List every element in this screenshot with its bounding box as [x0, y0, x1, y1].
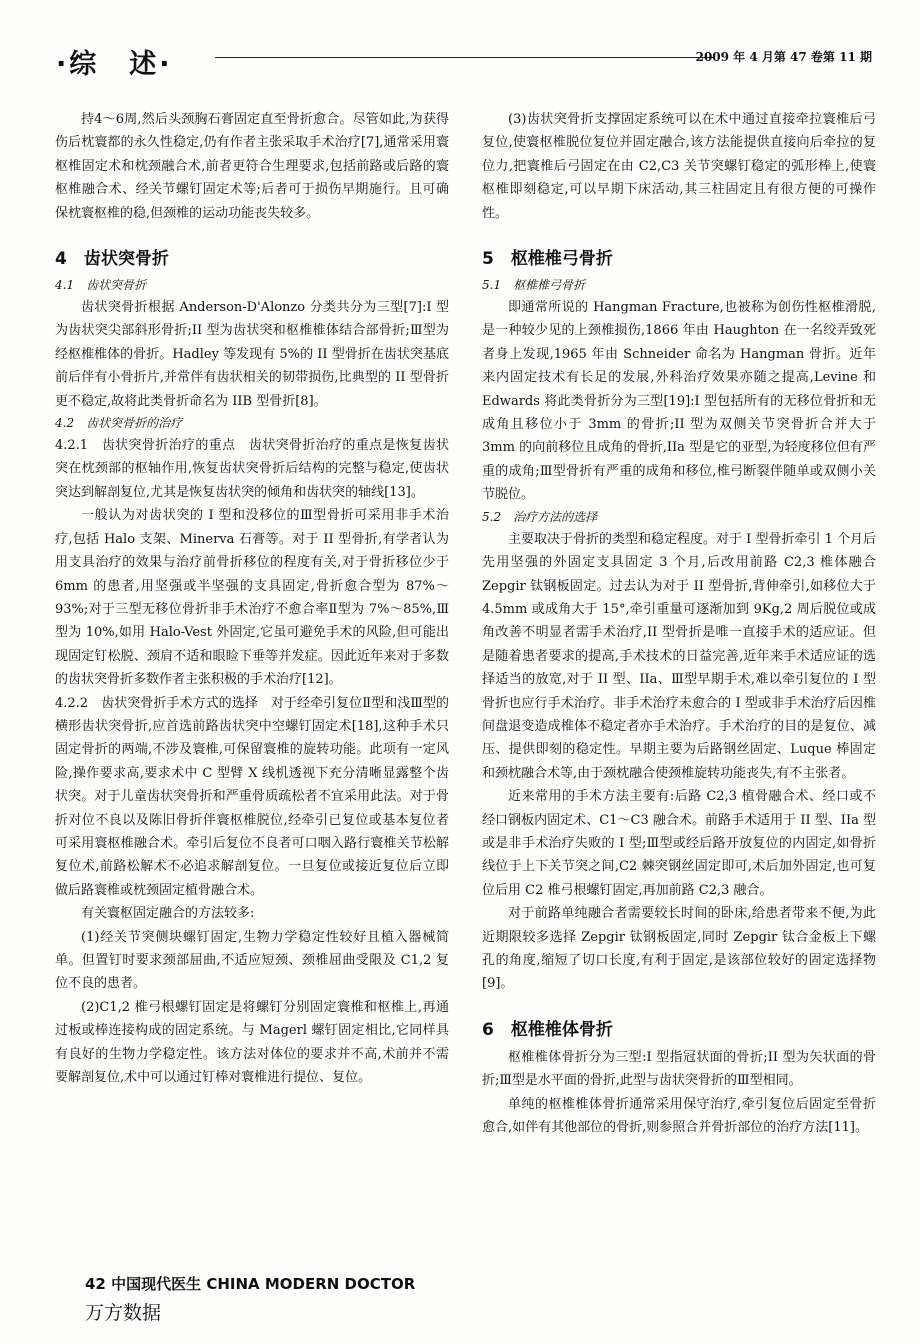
subsection-heading: 4.2 齿状突骨折的治疗 [55, 416, 183, 431]
left-column [55, 108, 449, 1089]
right-column [482, 108, 876, 1139]
section-heading: 5 枢椎椎弓骨折 [482, 249, 613, 270]
section-tag: ·综 述· [56, 49, 173, 80]
section-heading: 4 齿状突骨折 [55, 249, 169, 270]
paragraph: 枢椎椎体骨折分为三型:I 型指冠状面的骨折;II 型为矢状面的骨折;Ⅲ型是水平面的骨折,此型与齿状突骨折的Ⅲ型相同。 [482, 1049, 876, 1089]
subsection-heading: 4.1 齿状突骨折 [55, 278, 147, 293]
paragraph: 一般认为对齿状突的 I 型和没移位的Ⅲ型骨折可采用非手术治疗,包括 Halo 支架、Minerva 石膏等。对于 II 型骨折,有学者认为用支具治疗的效果与治疗前骨折移位的程度有关,对于骨折移位少于 6mm 的患者,用坚强或半坚强的支具固定,骨折愈合型为 87%～93%;对于三型无移位骨折非手术治疗不愈合率Ⅱ型为 7%～85%,Ⅲ型为 10%,如用 Halo-Vest 外固定,它虽可避免手术的风险,但可能出现固定钉松脱、颈肩不适和眼睑下垂等并发症。因此近年来对于多数的齿状突骨折多数作者主张积极的手术治疗[12]。 [55, 508, 449, 688]
paragraph: (1)经关节突侧块螺钉固定,生物力学稳定性较好且植入器械简单。但置钉时要求颈部屈曲,不适应短颈、颈椎屈曲受限及 C1,2 复位不良的患者。 [55, 929, 449, 992]
issue-info: 2009 年 4 月第 47 卷第 11 期 [695, 50, 872, 64]
watermark: 万方数据 [85, 1302, 162, 1324]
paragraph: 有关寰枢固定融合的方法较多: [81, 906, 255, 922]
paragraph: (2)C1,2 椎弓根螺钉固定是将螺钉分别固定寰椎和枢椎上,再通过板或棒连接构成的固定系统。与 Magerl 螺钉固定相比,它同样具有良好的生物力学稳定性。该方法对体位的要求并不高,术前并不需要解剖复位,术中可以通过钉棒对寰椎进行提位、复位。 [55, 999, 449, 1086]
paragraph: 4.2.1 齿状突骨折治疗的重点 齿状突骨折治疗的重点是恢复齿状突在枕颈部的枢轴作用,恢复齿状突骨折后结构的完整与稳定,使齿状突达到解剖复位,尤其是恢复齿状突的倾角和齿状突的轴线[13]。 [55, 438, 449, 500]
subsection-heading: 5.2 治疗方法的选择 [482, 509, 598, 524]
paragraph: 单纯的枢椎椎体骨折通常采用保守治疗,牵引复位后固定至骨折愈合,如伴有其他部位的骨折,则参照合并骨折部位的治疗方法[11]。 [482, 1096, 876, 1136]
paragraph: 对于前路单纯融合者需要较长时间的卧床,给患者带来不便,为此近期限较多选择 Zepgir 钛钢板固定,同时 Zepgir 钛合金板上下螺孔的角度,缩短了切口长度,有利于固定,是该部位较好的固定选择物[9]。 [482, 906, 876, 992]
subsection-heading: 5.1 枢椎椎弓骨折 [482, 278, 586, 293]
journal-footer: 42 中国现代医生 CHINA MODERN DOCTOR [85, 1275, 416, 1293]
paragraph: 齿状突骨折根据 Anderson-D'Alonzo 分类共分为三型[7]:I 型为齿状突尖部斜形骨折;II 型为齿状突和枢椎椎体结合部骨折;Ⅲ型为经枢椎椎体的骨折。Hadley 等发现有 5%的 II 型骨折在齿状突基底前后伴有小骨折片,并常伴有齿状相关的韧带损伤,比典型的 II 型骨折更不稳定,故将此类骨折命名为 IIB 型骨折[8]。 [55, 300, 449, 409]
paragraph: 持4～6周,然后头颈胸石膏固定直至骨折愈合。尽管如此,为获得伤后枕寰都的永久性稳定,仍有作者主张采取手术治疗[7],通常采用寰枢椎固定术和枕颈融合术,前者更符合生理要求,包括前路或后路的寰枢椎融合术、经关节螺钉固定术等;后者可于损伤早期施行。且可确保枕寰枢椎的稳,但颈椎的运动功能丧失较多。 [55, 112, 449, 221]
paragraph: 即通常所说的 Hangman Fracture,也被称为创伤性枢椎滑脱,是一种较少见的上颈椎损伤,1866 年由 Haughton 在一名绞弄致死者身上发现,1965 年由 Schneider 命名为 Hangman 骨折。近年来内固定技术有长足的发展,外科治疗效果亦随之提高,Levine 和 Edwards 将此类骨折分为三型[19]:I 型包括所有的无移位骨折和无成角且移位小于 3mm 的骨折;II 型为双侧关节突骨折合并大于 3mm 的向前移位且成角的骨折,IIa 型是它的亚型,为轻度移位但有严重的成角;Ⅲ型骨折有严重的成角和移位,椎弓断裂伴随单或双侧小关节脱位。 [482, 300, 876, 503]
paragraph: 近来常用的手术方法主要有:后路 C2,3 植骨融合术、经口或不经口钢板内固定术、C1～C3 融合术。前路手术适用于 II 型、IIa 型或是非手术治疗失败的 I 型;Ⅲ型或经后路开放复位的内固定,如骨折线位于上下关节突之间,C2 棘突钢丝固定即可,术后加外固定,也可复位后用 C2 椎弓根螺钉固定,再加前路 C2,3 融合。 [482, 789, 876, 898]
paragraph: 4.2.2 齿状突骨折手术方式的选择 对于经牵引复位Ⅱ型和浅Ⅲ型的横形齿状突骨折,应首选前路齿状突中空螺钉固定术[18],这种手术只固定骨折的两端,不涉及寰椎,可保留寰椎的旋转功能。此项有一定风险,操作要求高,要求术中 C 型臂 X 线机透视下充分清晰显露整个齿状突。对于儿童齿状突骨折和严重骨质疏松者不宜采用此法。对于骨折对位不良以及陈旧骨折伴寰枢椎脱位,经牵引已复位或基本复位者可采用寰枢椎融合术。牵引后复位不良者可口咽入路行寰椎关节松解复位术,前路松解术不必追求解剖复位。一旦复位或接近复位后立即做后路寰椎或枕颈固定植骨融合术。 [55, 695, 449, 898]
section-heading: 6 枢椎椎体骨折 [482, 1019, 613, 1040]
header-rule [215, 57, 715, 58]
paragraph: 主要取决于骨折的类型和稳定程度。对于 I 型骨折牵引 1 个月后先用坚强的外固定支具固定 3 个月,后改用前路 C2,3 椎体融合 Zepgir 钛钢板固定。过去认为对于 II 型骨折,背伸牵引,如移位大于 4.5mm 或成角大于 15°,牵引重量可逐渐加到 9Kg,2 周后脱位或成角改善不明显者需手术治疗,II 型骨折是唯一直接手术的适应证。但是随着患者要求的提高,手术技术的日益完善,近年来手术适应证的选择适当的放宽,对于 II 型、IIa、Ⅲ型早期手术,难以牵引复位的 I 型骨折也应行手术治疗。非手术治疗未愈合的 I 型或非手术治疗后因椎间盘退变造成椎体不稳定者亦手术治疗。手术治疗的目的是复位、减压、提供即刻的稳定性。早期主要为后路钢丝固定、Luque 棒固定和颈枕融合术等,由于颈枕融合使颈椎旋转功能丧失,有不主张者。 [482, 531, 876, 781]
paragraph: (3)齿状突骨折支撑固定系统可以在术中通过直接牵拉寰椎后弓复位,使寰枢椎脱位复位并固定融合,该方法能提供直接向后牵拉的复位力,把寰椎后弓固定在由 C2,C3 关节突螺钉稳定的弧形棒上,使寰枢椎即刻稳定,可以早期下床活动,其三柱固定且有很方便的可操作性。 [482, 112, 876, 221]
page-header [0, 0, 920, 80]
